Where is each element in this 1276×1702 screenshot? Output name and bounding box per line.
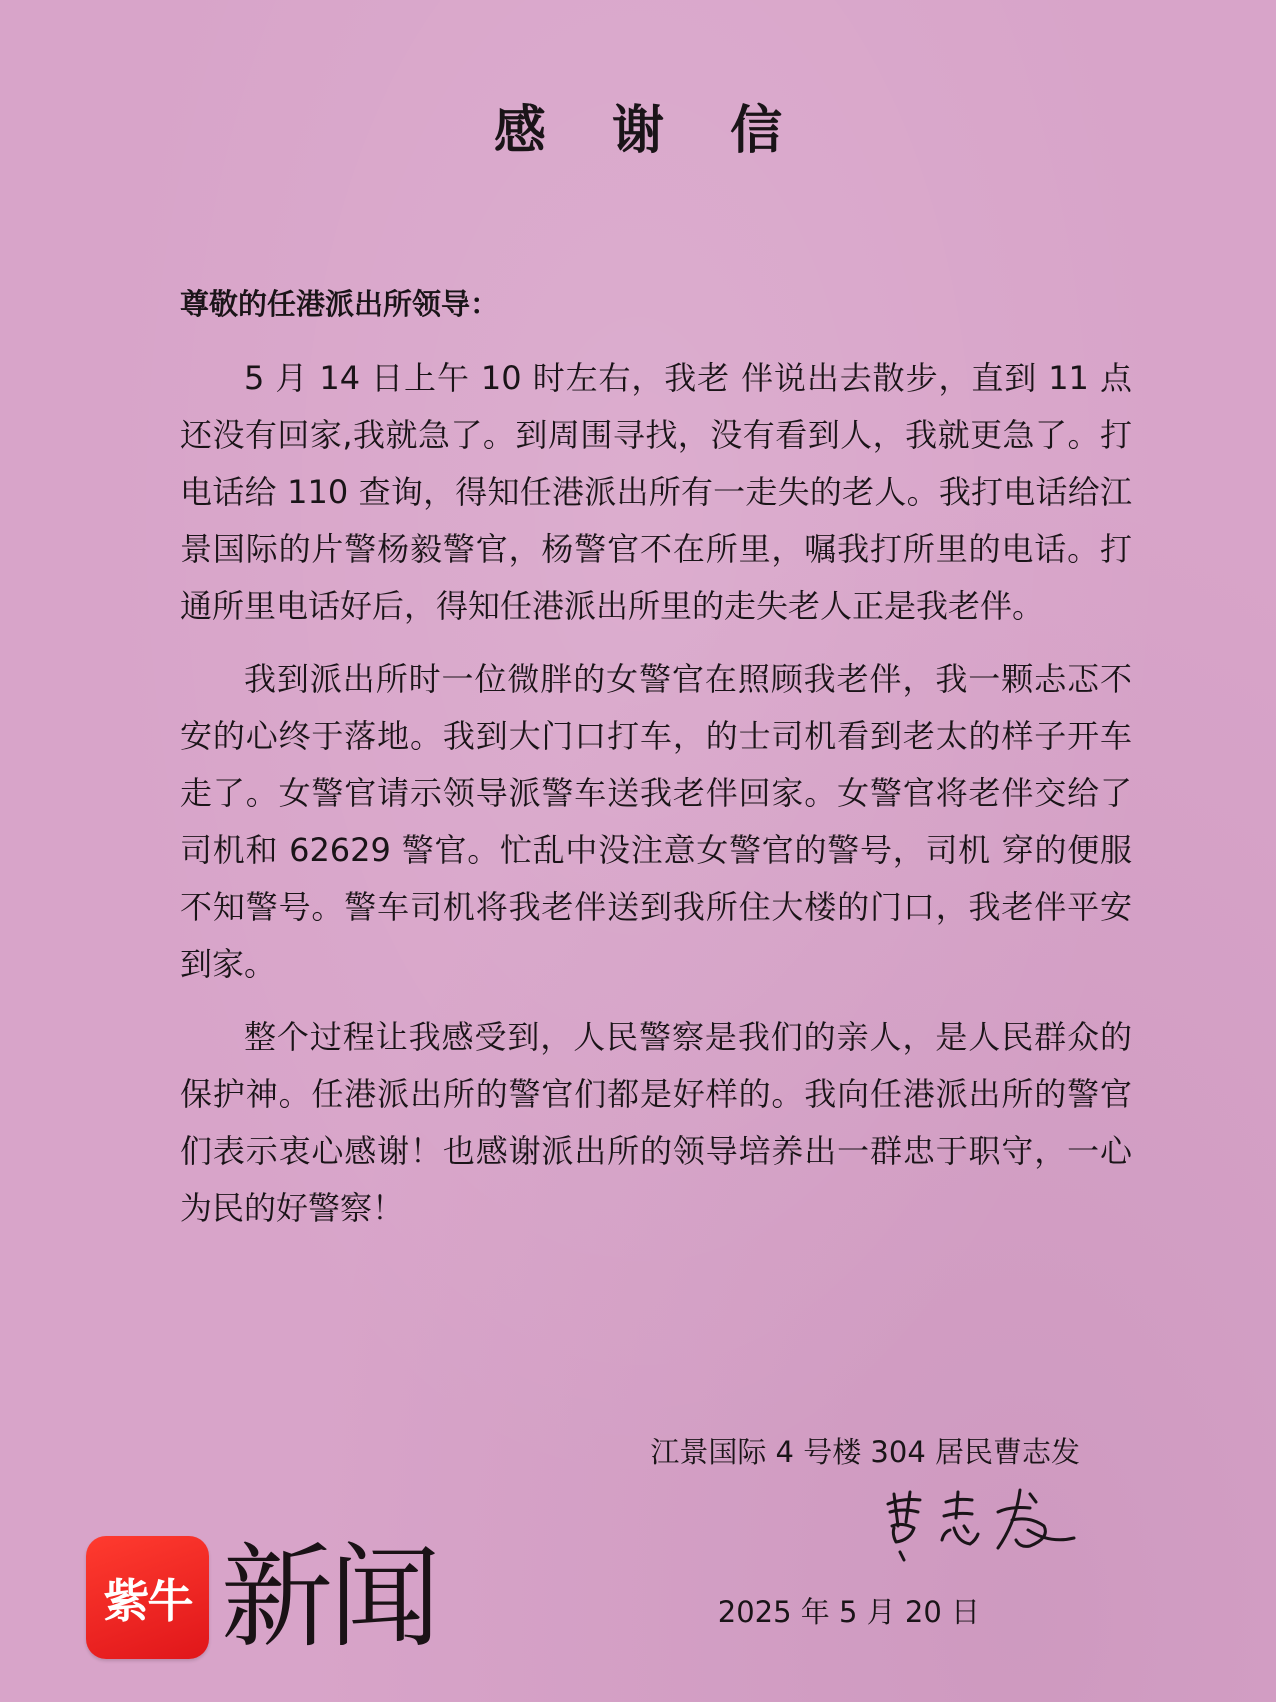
watermark-text: 新闻 <box>221 1532 437 1663</box>
paragraph-1: 5 月 14 日上午 10 时左右，我老 伴说出去散步，直到 11 点还没有回家,我就急了。到周围寻找，没有看到人，我就更急了。打电话给 110 查询，得知任港派出所有一走失的老人。我打电话给江景国际的片警杨毅警官，杨警官不在所里，嘱我打所里的电话。打通所里电话好后，得知任港派出所里的走失老人正是我老伴。 <box>180 359 1132 625</box>
letter-body <box>180 350 1132 1253</box>
paragraph-3: 整个过程让我感受到，人民警察是我们的亲人，是人民群众的保护神。任港派出所的警官们都是好样的。我向任港派出所的警官们表示衷心感谢！也感谢派出所的领导培养出一群忠于职守，一心为民的好警察！ <box>180 1018 1132 1227</box>
zi-niu-badge-icon: 紫牛 <box>86 1536 209 1659</box>
salutation: 尊敬的任港派出所领导： <box>180 287 500 321</box>
news-watermark-logo <box>86 1532 437 1663</box>
handwritten-signature <box>880 1482 1080 1562</box>
letter-date: 2025 年 5 月 20 日 <box>717 1595 980 1629</box>
sender-line: 江景国际 4 号楼 304 居民曹志发 <box>650 1435 1080 1469</box>
paragraph-2: 我到派出所时一位微胖的女警官在照顾我老伴，我一颗忐忑不安的心终于落地。我到大门口打车，的士司机看到老太的样子开车走了。女警官请示领导派警车送我老伴回家。女警官将老伴交给了司机和 62629 警官。忙乱中没注意女警官的警号，司机 穿的便服不知警号。警车司机将我老伴送到我所住大楼的门口，我老伴平安到家。 <box>180 660 1132 983</box>
letter-title: 感 谢 信 <box>493 101 807 161</box>
